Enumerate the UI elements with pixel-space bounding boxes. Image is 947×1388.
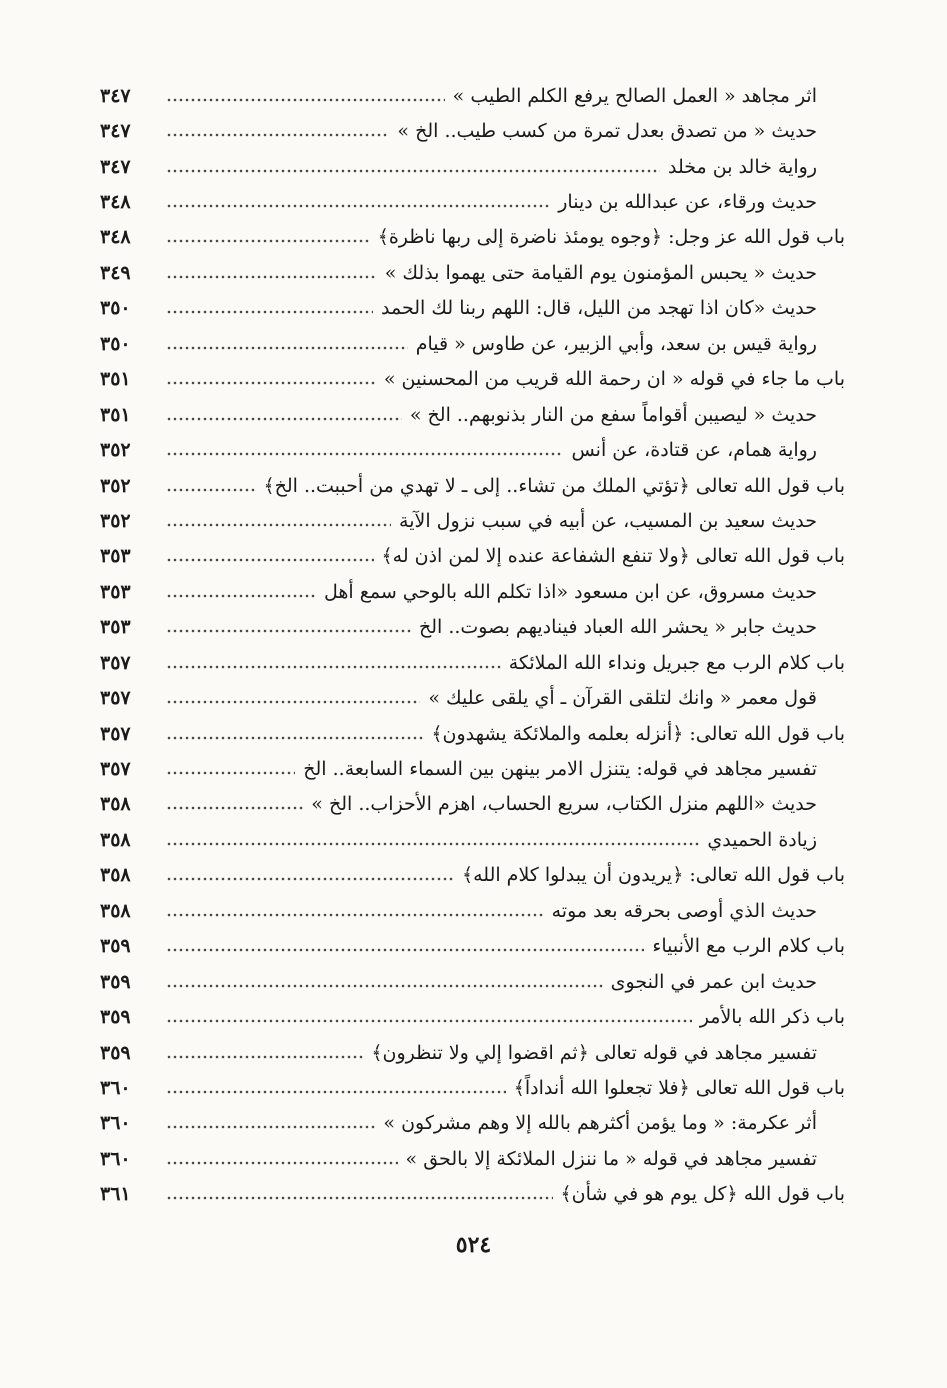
toc-entry-page-number: ٣٥٧ — [100, 722, 131, 745]
dot-leader — [166, 1158, 398, 1168]
toc-entry-page-number: ٣٥٧ — [100, 687, 131, 710]
toc-entry — [100, 78, 845, 113]
toc-entry — [100, 468, 845, 503]
toc-entry — [100, 929, 845, 964]
toc-entry-title: حديث سعيد بن المسيب، عن أبيه في سبب نزول الآية — [399, 509, 817, 532]
toc-entry — [100, 1141, 845, 1176]
toc-entry — [100, 574, 845, 609]
toc-entry-title: باب قول الله عز وجل: ﴿وجوه يومئذ ناضرة إلى ربها ناظرة﴾ — [377, 226, 845, 249]
toc-entry-page-number: ٣٥٣ — [100, 545, 131, 568]
dot-leader — [166, 272, 377, 282]
toc-entry — [100, 184, 845, 219]
toc-entry — [100, 255, 845, 290]
toc-entry-title: حديث الذي أوصى بحرقه بعد موته — [551, 899, 817, 922]
dot-leader — [166, 201, 550, 211]
toc-entry-page-number: ٣٥٨ — [100, 864, 131, 887]
dot-leader — [166, 662, 501, 672]
toc-entry-title: اثر مجاهد « العمل الصالح يرفع الكلم الطيب » — [452, 84, 817, 107]
toc-entry-page-number: ٣٥٧ — [100, 651, 131, 674]
dot-leader — [166, 95, 445, 105]
toc-entry-page-number: ٣٤٩ — [100, 261, 131, 284]
toc-entry-page-number: ٣٦٠ — [100, 1112, 131, 1135]
toc-entry-title: حديث « من تصدق بعدل تمرة من كسب طيب.. الخ » — [397, 120, 817, 143]
toc-entry-title: باب كلام الرب مع الأنبياء — [652, 935, 845, 958]
dot-leader — [166, 414, 402, 424]
toc-entry — [100, 291, 845, 326]
toc-entry-title: حديث مسروق، عن ابن مسعود «اذا تكلم الله بالوحي سمع أهل — [324, 580, 817, 603]
toc-entry-title: تفسير مجاهد في قوله: يتنزل الامر بينهن بين السماء السابعة.. الخ — [303, 758, 817, 781]
toc-entry-page-number: ٣٥٧ — [100, 758, 131, 781]
toc-entry — [100, 113, 845, 148]
toc-entry-page-number: ٣٥٨ — [100, 793, 131, 816]
toc-entry-page-number: ٣٦٠ — [100, 1147, 131, 1170]
dot-leader — [166, 1016, 692, 1026]
toc-entry — [100, 503, 845, 538]
toc-entry-page-number: ٣٥١ — [100, 403, 131, 426]
dot-leader — [166, 130, 389, 140]
toc-entry — [100, 751, 845, 786]
toc-entry-title: تفسير مجاهد في قوله تعالى ﴿ثم اقضوا إلي ولا تنظرون﴾ — [371, 1041, 817, 1064]
toc-entry-page-number: ٣٤٧ — [100, 84, 131, 107]
toc-entry-title: حديث « يحبس المؤمنون يوم القيامة حتى يهموا بذلك » — [384, 261, 817, 284]
toc-entry-title: باب كلام الرب مع جبريل ونداء الله الملائكة — [508, 651, 845, 674]
toc-entry — [100, 680, 845, 715]
dot-leader — [166, 591, 316, 601]
toc-entry — [100, 432, 845, 467]
toc-entry — [100, 964, 845, 999]
toc-entry-title: باب قول الله تعالى ﴿ولا تنفع الشفاعة عنده إلا لمن اذن له﴾ — [381, 545, 845, 568]
toc-entry-page-number: ٣٥٩ — [100, 935, 131, 958]
toc-entry-title: باب قول الله ﴿كل يوم هو في شأن﴾ — [560, 1183, 845, 1206]
dot-leader — [166, 874, 454, 884]
toc-entry-title: باب ذكر الله بالأمر — [699, 1006, 845, 1029]
toc-entry — [100, 362, 845, 397]
toc-entry-page-number: ٣٥٣ — [100, 616, 131, 639]
dot-leader — [166, 555, 374, 565]
toc-entry-page-number: ٣٥٣ — [100, 580, 131, 603]
toc-entry-page-number: ٣٥٩ — [100, 1006, 131, 1029]
dot-leader — [166, 378, 376, 388]
toc-entry-title: حديث ابن عمر في النجوى — [610, 970, 817, 993]
dot-leader — [166, 343, 408, 353]
toc-entry — [100, 1070, 845, 1105]
toc-entry-page-number: ٣٥٢ — [100, 509, 131, 532]
toc-entry — [100, 149, 845, 184]
dot-leader — [166, 803, 303, 813]
toc-entry — [100, 220, 845, 255]
dot-leader — [166, 1193, 553, 1203]
toc-entry-title: حديث جابر « يحشر الله العباد فيناديهم بصوت.. الخ — [418, 616, 817, 639]
dot-leader — [166, 981, 603, 991]
toc-entry-title: باب قول الله تعالى ﴿تؤتي الملك من تشاء.. إلى ـ لا تهدي من أحببت.. الخ﴾ — [263, 474, 845, 497]
toc-entry-page-number: ٣٤٨ — [100, 191, 131, 214]
toc-entry-page-number: ٣٥٢ — [100, 474, 131, 497]
dot-leader — [166, 910, 544, 920]
toc-entry — [100, 893, 845, 928]
page-number-footer: ٥٢٤ — [455, 1232, 492, 1258]
toc-entry-title: باب قول الله تعالى: ﴿يريدون أن يبدلوا كلام الله﴾ — [461, 864, 845, 887]
dot-leader — [166, 1087, 506, 1097]
toc-entry-page-number: ٣٤٧ — [100, 155, 131, 178]
toc-entry-title: رواية همام، عن قتادة، عن أنس — [571, 439, 817, 462]
toc-entry — [100, 1035, 845, 1070]
toc-entry-title: حديث «اللهم منزل الكتاب، سريع الحساب، اهزم الأحزاب.. الخ » — [311, 793, 817, 816]
dot-leader — [166, 307, 373, 317]
toc-entry — [100, 787, 845, 822]
toc-entry-page-number: ٣٥٩ — [100, 970, 131, 993]
toc-entry — [100, 716, 845, 751]
toc-entry-title: حديث «كان اذا تهجد من الليل، قال: اللهم ربنا لك الحمد — [381, 297, 817, 320]
toc-entry-title: حديث « ليصيبن أقواماً سفع من النار بذنوبهم.. الخ » — [409, 403, 817, 426]
toc-entry-title: رواية خالد بن مخلد — [668, 155, 817, 178]
dot-leader — [166, 697, 420, 707]
toc-entry-title: تفسير مجاهد في قوله « ما ننزل الملائكة إلا بالحق » — [405, 1147, 817, 1170]
toc-entry — [100, 1177, 845, 1212]
dot-leader — [166, 839, 699, 849]
toc-entry — [100, 858, 845, 893]
toc-entry-title: قول معمر « وانك لتلقى القرآن ـ أي يلقى عليك » — [428, 687, 817, 710]
table-of-contents — [100, 78, 845, 1212]
toc-entry-page-number: ٣٥٨ — [100, 828, 131, 851]
dot-leader — [166, 485, 255, 495]
dot-leader — [166, 166, 660, 176]
toc-entry-page-number: ٣٥٢ — [100, 439, 131, 462]
toc-entry-page-number: ٣٥١ — [100, 368, 131, 391]
toc-entry — [100, 822, 845, 857]
dot-leader — [166, 1052, 363, 1062]
toc-entry-page-number: ٣٥٠ — [100, 297, 131, 320]
toc-entry-page-number: ٣٦٠ — [100, 1076, 131, 1099]
toc-entry — [100, 326, 845, 361]
toc-entry — [100, 999, 845, 1034]
toc-entry — [100, 1106, 845, 1141]
toc-entry-title: باب قول الله تعالى ﴿فلا تجعلوا الله أنداداً﴾ — [513, 1076, 845, 1099]
toc-entry — [100, 539, 845, 574]
dot-leader — [166, 236, 370, 246]
toc-entry-page-number: ٣٤٧ — [100, 120, 131, 143]
dot-leader — [166, 1122, 375, 1132]
toc-entry-page-number: ٣٥٠ — [100, 332, 131, 355]
toc-entry-page-number: ٣٥٨ — [100, 899, 131, 922]
toc-entry — [100, 397, 845, 432]
toc-entry-title: حديث ورقاء، عن عبدالله بن دينار — [558, 191, 817, 214]
toc-entry-title: أثر عكرمة: « وما يؤمن أكثرهم بالله إلا وهم مشركون » — [383, 1112, 817, 1135]
dot-leader — [166, 449, 563, 459]
dot-leader — [166, 945, 644, 955]
dot-leader — [166, 520, 391, 530]
toc-entry-page-number: ٣٤٨ — [100, 226, 131, 249]
toc-entry-title: زيادة الحميدي — [707, 828, 817, 851]
toc-entry-title: باب قول الله تعالى: ﴿أنزله بعلمه والملائكة يشهدون﴾ — [431, 722, 845, 745]
toc-entry — [100, 610, 845, 645]
toc-entry-page-number: ٣٦١ — [100, 1183, 131, 1206]
dot-leader — [166, 626, 411, 636]
toc-entry-page-number: ٣٥٩ — [100, 1041, 131, 1064]
dot-leader — [166, 733, 423, 743]
dot-leader — [166, 768, 295, 778]
toc-entry — [100, 645, 845, 680]
toc-entry-title: باب ما جاء في قوله « ان رحمة الله قريب من المحسنين » — [383, 368, 845, 391]
toc-entry-title: رواية قيس بن سعد، وأبي الزبير، عن طاوس « قيام — [415, 332, 817, 355]
